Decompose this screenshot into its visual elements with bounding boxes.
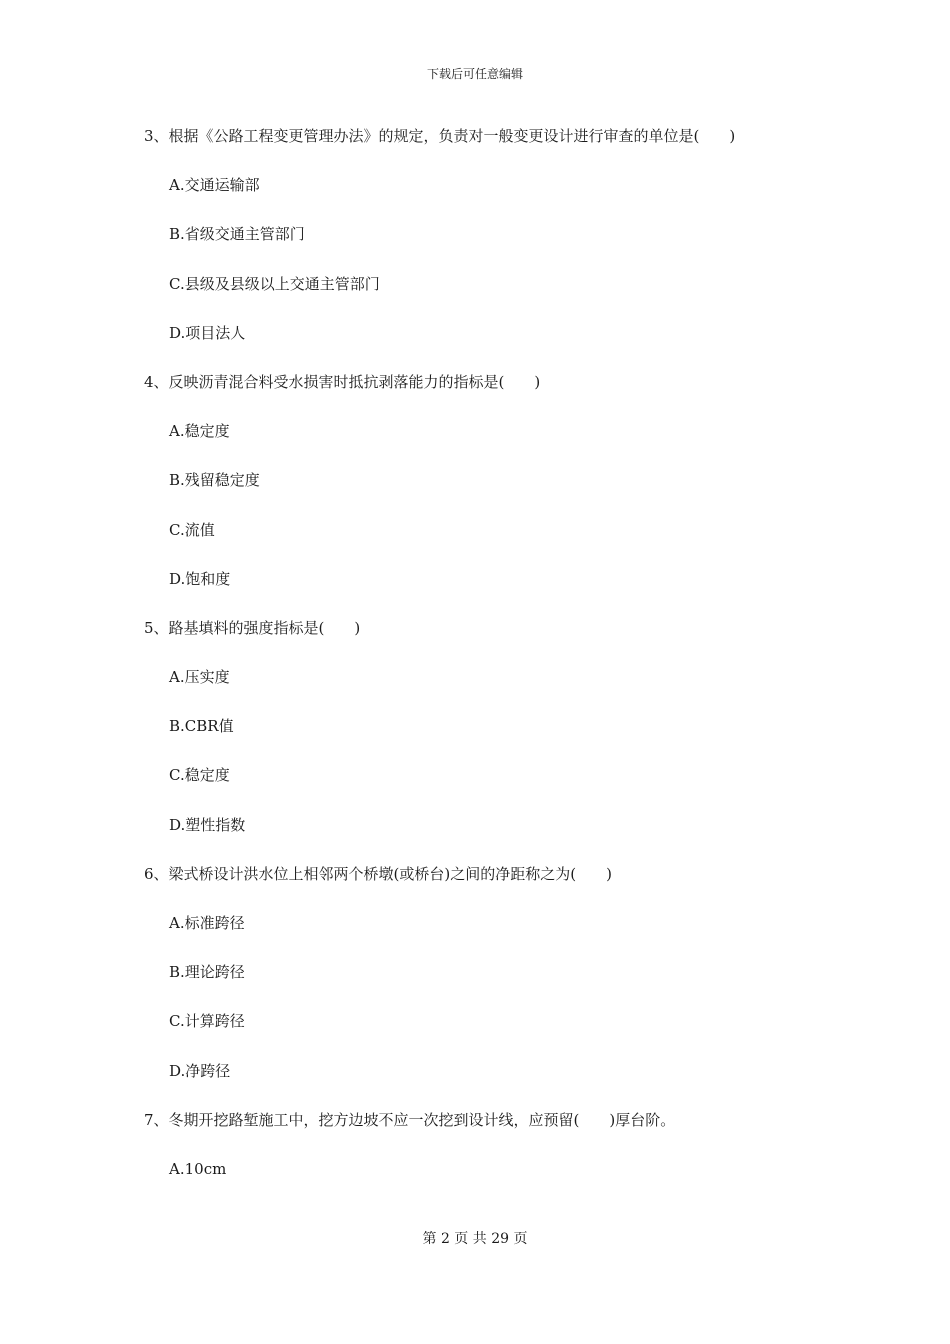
question-5-option-a: A.压实度 bbox=[169, 668, 230, 687]
question-3-option-b: B.省级交通主管部门 bbox=[169, 225, 305, 244]
question-6-option-c: C.计算跨径 bbox=[169, 1012, 245, 1031]
question-6-option-a: A.标准跨径 bbox=[169, 914, 245, 932]
question-list bbox=[144, 124, 824, 1206]
question-6-stem: 6、梁式桥设计洪水位上相邻两个桥墩(或桥台)之间的净距称之为( ) bbox=[144, 864, 612, 883]
question-3-stem: 3、根据《公路工程变更管理办法》的规定，负责对一般变更设计进行审查的单位是( ) bbox=[144, 127, 736, 145]
question-5-option-b: B.CBR值 bbox=[169, 717, 234, 736]
question-6-option-d: D.净跨径 bbox=[169, 1061, 231, 1080]
question-4-option-c: C.流值 bbox=[169, 520, 215, 539]
question-4-option-a: A.稳定度 bbox=[169, 422, 230, 441]
question-7-option-a: A.10cm bbox=[169, 1159, 227, 1178]
question-7-stem: 7、冬期开挖路堑施工中，挖方边坡不应一次挖到设计线，应预留( )厚台阶。 bbox=[144, 1110, 676, 1129]
question-3-option-a: A.交通运输部 bbox=[169, 176, 260, 195]
page-header: 下载后可任意编辑 bbox=[426, 67, 523, 81]
question-4-option-b: B.残留稳定度 bbox=[169, 471, 260, 490]
question-4-option-d: D.饱和度 bbox=[169, 569, 231, 588]
question-3-option-d: D.项目法人 bbox=[169, 323, 246, 342]
question-6-option-b: B.理论跨径 bbox=[169, 963, 245, 982]
question-5-option-c: C.稳定度 bbox=[169, 766, 230, 785]
question-4-stem: 4、反映沥青混合料受水损害时抵抗剥落能力的指标是( ) bbox=[144, 372, 541, 391]
page-footer: 第 2 页 共 29 页 bbox=[422, 1231, 528, 1247]
question-3-option-c: C.县级及县级以上交通主管部门 bbox=[169, 274, 380, 293]
question-5-stem: 5、路基填料的强度指标是( ) bbox=[144, 618, 361, 637]
question-5-option-d: D.塑性指数 bbox=[169, 815, 246, 834]
